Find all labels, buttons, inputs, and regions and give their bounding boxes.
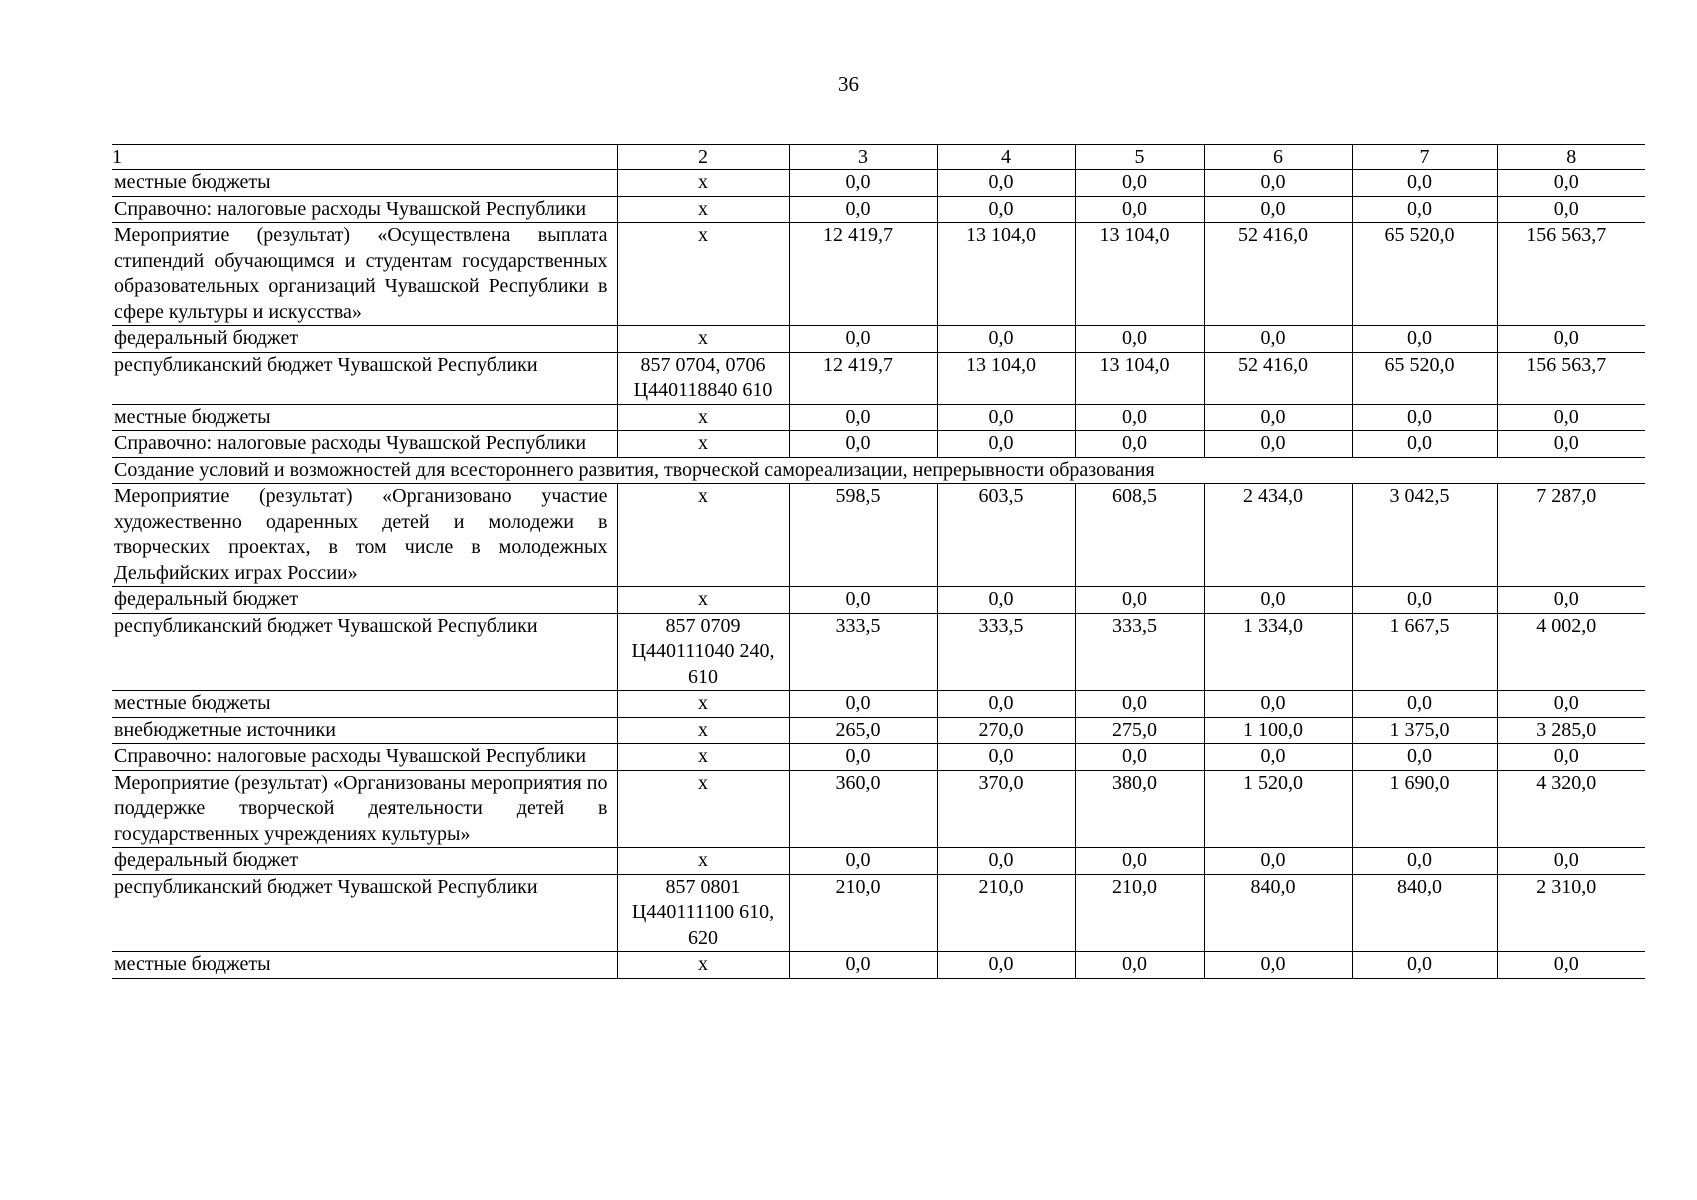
amount-cell: 0,0 xyxy=(1075,952,1204,979)
amount-cell: 275,0 xyxy=(1075,717,1204,744)
amount-cell: 0,0 xyxy=(937,848,1075,875)
amount-cell: 0,0 xyxy=(789,848,937,875)
amount-cell: 0,0 xyxy=(1075,744,1204,771)
amount-cell: 1 100,0 xyxy=(1204,717,1352,744)
amount-cell: 0,0 xyxy=(1204,848,1352,875)
budget-code: х xyxy=(617,587,789,614)
budget-code: х xyxy=(617,770,789,848)
amount-cell: 0,0 xyxy=(1204,404,1352,431)
budget-code: х xyxy=(617,404,789,431)
table-row xyxy=(112,848,1645,875)
table-row xyxy=(112,352,1645,404)
amount-cell: 0,0 xyxy=(1497,952,1645,979)
amount-cell: 0,0 xyxy=(789,744,937,771)
amount-cell: 0,0 xyxy=(1075,404,1204,431)
amount-cell: 0,0 xyxy=(1075,170,1204,197)
table-row xyxy=(112,770,1645,848)
amount-cell: 360,0 xyxy=(789,770,937,848)
row-label: республиканский бюджет Чувашской Республики xyxy=(112,874,617,952)
amount-cell: 210,0 xyxy=(789,874,937,952)
amount-cell: 65 520,0 xyxy=(1352,352,1497,404)
amount-cell: 270,0 xyxy=(937,717,1075,744)
amount-cell: 0,0 xyxy=(789,691,937,718)
amount-cell: 0,0 xyxy=(1204,431,1352,458)
budget-code: х xyxy=(617,223,789,326)
row-label: местные бюджеты xyxy=(112,404,617,431)
amount-cell: 210,0 xyxy=(1075,874,1204,952)
amount-cell: 1 334,0 xyxy=(1204,613,1352,691)
amount-cell: 0,0 xyxy=(1075,691,1204,718)
row-label: федеральный бюджет xyxy=(112,326,617,353)
budget-code: 857 0801 Ц440111100 610, 620 xyxy=(617,874,789,952)
amount-cell: 12 419,7 xyxy=(789,352,937,404)
amount-cell: 13 104,0 xyxy=(937,223,1075,326)
budget-code: х xyxy=(617,431,789,458)
amount-cell: 0,0 xyxy=(1352,326,1497,353)
amount-cell: 0,0 xyxy=(1352,196,1497,223)
amount-cell: 156 563,7 xyxy=(1497,352,1645,404)
table-row xyxy=(112,431,1645,458)
column-number: 4 xyxy=(937,145,1075,170)
amount-cell: 0,0 xyxy=(1497,196,1645,223)
row-label: республиканский бюджет Чувашской Республики xyxy=(112,352,617,404)
column-number: 7 xyxy=(1352,145,1497,170)
amount-cell: 0,0 xyxy=(1352,691,1497,718)
column-number: 2 xyxy=(617,145,789,170)
budget-code: х xyxy=(617,196,789,223)
row-label: местные бюджеты xyxy=(112,952,617,979)
amount-cell: 608,5 xyxy=(1075,484,1204,587)
amount-cell: 0,0 xyxy=(1352,952,1497,979)
row-label: федеральный бюджет xyxy=(112,587,617,614)
row-label: Справочно: налоговые расходы Чувашской Республики xyxy=(112,196,617,223)
amount-cell: 370,0 xyxy=(937,770,1075,848)
amount-cell: 0,0 xyxy=(1352,404,1497,431)
amount-cell: 0,0 xyxy=(789,431,937,458)
budget-code: х xyxy=(617,744,789,771)
budget-code: х xyxy=(617,484,789,587)
amount-cell: 0,0 xyxy=(1204,326,1352,353)
amount-cell: 0,0 xyxy=(789,952,937,979)
row-label: Справочно: налоговые расходы Чувашской Республики xyxy=(112,744,617,771)
amount-cell: 12 419,7 xyxy=(789,223,937,326)
amount-cell: 0,0 xyxy=(1352,848,1497,875)
amount-cell: 0,0 xyxy=(937,170,1075,197)
amount-cell: 210,0 xyxy=(937,874,1075,952)
amount-cell: 0,0 xyxy=(1204,170,1352,197)
amount-cell: 0,0 xyxy=(1204,744,1352,771)
budget-code: х xyxy=(617,170,789,197)
budget-code: х xyxy=(617,848,789,875)
column-number: 1 xyxy=(112,145,617,170)
amount-cell: 1 520,0 xyxy=(1204,770,1352,848)
amount-cell: 0,0 xyxy=(1075,587,1204,614)
amount-cell: 0,0 xyxy=(1497,404,1645,431)
amount-cell: 0,0 xyxy=(1075,326,1204,353)
amount-cell: 13 104,0 xyxy=(937,352,1075,404)
amount-cell: 3 042,5 xyxy=(1352,484,1497,587)
amount-cell: 840,0 xyxy=(1352,874,1497,952)
table-row xyxy=(112,404,1645,431)
table-row xyxy=(112,170,1645,197)
amount-cell: 0,0 xyxy=(1075,196,1204,223)
budget-table xyxy=(112,144,1645,979)
amount-cell: 0,0 xyxy=(1204,196,1352,223)
amount-cell: 0,0 xyxy=(1352,744,1497,771)
row-label: местные бюджеты xyxy=(112,170,617,197)
table-row xyxy=(112,691,1645,718)
amount-cell: 0,0 xyxy=(937,431,1075,458)
amount-cell: 1 375,0 xyxy=(1352,717,1497,744)
row-label: Справочно: налоговые расходы Чувашской Республики xyxy=(112,431,617,458)
section-heading-row xyxy=(112,457,1645,484)
amount-cell: 0,0 xyxy=(789,587,937,614)
row-label: Мероприятие (результат) «Осуществлена выплата стипендий обучающимся и студентам государственных образовательных организаций Чувашской Республики в сфере культуры и искусства» xyxy=(112,223,617,326)
amount-cell: 0,0 xyxy=(937,587,1075,614)
amount-cell: 0,0 xyxy=(1204,587,1352,614)
table-row xyxy=(112,613,1645,691)
amount-cell: 0,0 xyxy=(1497,691,1645,718)
amount-cell: 2 434,0 xyxy=(1204,484,1352,587)
amount-cell: 0,0 xyxy=(1352,587,1497,614)
budget-code: 857 0704, 0706 Ц440118840 610 xyxy=(617,352,789,404)
amount-cell: 0,0 xyxy=(937,952,1075,979)
amount-cell: 840,0 xyxy=(1204,874,1352,952)
column-number: 3 xyxy=(789,145,937,170)
budget-code: х xyxy=(617,691,789,718)
amount-cell: 52 416,0 xyxy=(1204,352,1352,404)
row-label: Мероприятие (результат) «Организовано участие художественно одаренных детей и молодежи в творческих проектах, в том числе в молодежных Дельфийских играх России» xyxy=(112,484,617,587)
amount-cell: 333,5 xyxy=(937,613,1075,691)
amount-cell: 0,0 xyxy=(789,196,937,223)
amount-cell: 333,5 xyxy=(789,613,937,691)
column-number: 8 xyxy=(1497,145,1645,170)
table-row xyxy=(112,196,1645,223)
table-row xyxy=(112,326,1645,353)
amount-cell: 0,0 xyxy=(789,404,937,431)
budget-code: х xyxy=(617,717,789,744)
amount-cell: 0,0 xyxy=(1497,848,1645,875)
amount-cell: 0,0 xyxy=(1204,691,1352,718)
column-number-row xyxy=(112,145,1645,170)
amount-cell: 52 416,0 xyxy=(1204,223,1352,326)
column-number: 6 xyxy=(1204,145,1352,170)
amount-cell: 0,0 xyxy=(1497,587,1645,614)
amount-cell: 0,0 xyxy=(937,744,1075,771)
page-number: 36 xyxy=(838,72,859,96)
amount-cell: 0,0 xyxy=(937,196,1075,223)
amount-cell: 0,0 xyxy=(1075,431,1204,458)
amount-cell: 156 563,7 xyxy=(1497,223,1645,326)
amount-cell: 3 285,0 xyxy=(1497,717,1645,744)
amount-cell: 598,5 xyxy=(789,484,937,587)
table-row xyxy=(112,223,1645,326)
amount-cell: 380,0 xyxy=(1075,770,1204,848)
amount-cell: 333,5 xyxy=(1075,613,1204,691)
amount-cell: 0,0 xyxy=(1204,952,1352,979)
table-row xyxy=(112,484,1645,587)
amount-cell: 0,0 xyxy=(1352,170,1497,197)
table-row xyxy=(112,874,1645,952)
row-label: федеральный бюджет xyxy=(112,848,617,875)
amount-cell: 13 104,0 xyxy=(1075,223,1204,326)
amount-cell: 0,0 xyxy=(1497,170,1645,197)
amount-cell: 0,0 xyxy=(1352,431,1497,458)
amount-cell: 4 320,0 xyxy=(1497,770,1645,848)
budget-code: х xyxy=(617,326,789,353)
row-label: внебюджетные источники xyxy=(112,717,617,744)
table-row xyxy=(112,744,1645,771)
amount-cell: 13 104,0 xyxy=(1075,352,1204,404)
column-number: 5 xyxy=(1075,145,1204,170)
budget-code: 857 0709 Ц440111040 240, 610 xyxy=(617,613,789,691)
table-row xyxy=(112,587,1645,614)
amount-cell: 4 002,0 xyxy=(1497,613,1645,691)
amount-cell: 0,0 xyxy=(789,326,937,353)
budget-code: х xyxy=(617,952,789,979)
amount-cell: 2 310,0 xyxy=(1497,874,1645,952)
table-row xyxy=(112,952,1645,979)
section-heading: Создание условий и возможностей для всестороннего развития, творческой самореализации, непрерывности образования xyxy=(112,457,1645,484)
table-body xyxy=(112,145,1645,979)
table-row xyxy=(112,717,1645,744)
amount-cell: 0,0 xyxy=(937,691,1075,718)
amount-cell: 0,0 xyxy=(789,170,937,197)
amount-cell: 0,0 xyxy=(937,326,1075,353)
amount-cell: 0,0 xyxy=(1497,744,1645,771)
amount-cell: 0,0 xyxy=(1497,326,1645,353)
amount-cell: 1 690,0 xyxy=(1352,770,1497,848)
row-label: Мероприятие (результат) «Организованы мероприятия по поддержке творческой деятельности детей в государственных учреждениях культуры» xyxy=(112,770,617,848)
amount-cell: 7 287,0 xyxy=(1497,484,1645,587)
amount-cell: 0,0 xyxy=(1075,848,1204,875)
amount-cell: 265,0 xyxy=(789,717,937,744)
amount-cell: 1 667,5 xyxy=(1352,613,1497,691)
row-label: местные бюджеты xyxy=(112,691,617,718)
amount-cell: 65 520,0 xyxy=(1352,223,1497,326)
row-label: республиканский бюджет Чувашской Республики xyxy=(112,613,617,691)
amount-cell: 603,5 xyxy=(937,484,1075,587)
amount-cell: 0,0 xyxy=(937,404,1075,431)
amount-cell: 0,0 xyxy=(1497,431,1645,458)
